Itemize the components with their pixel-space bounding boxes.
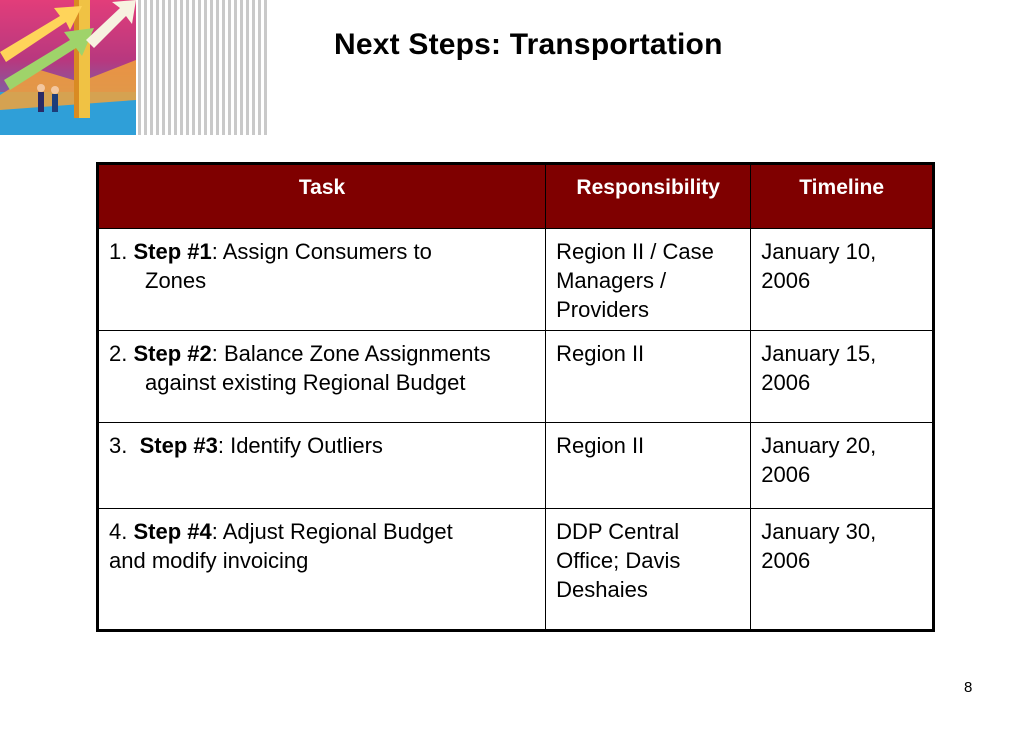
- task-number: 4.: [109, 519, 128, 544]
- timeline-cell: January 10, 2006: [751, 229, 934, 331]
- next-steps-table: [96, 162, 935, 632]
- task-step: Step #2: [133, 341, 212, 366]
- responsibility-cell: Region II: [546, 423, 751, 509]
- table-row: [98, 509, 934, 631]
- header-responsibility: Responsibility: [546, 164, 751, 229]
- timeline-cell: January 30, 2006: [751, 509, 934, 631]
- task-number: 2.: [109, 341, 128, 366]
- responsibility-cell: Region II / Case Managers / Providers: [546, 229, 751, 331]
- task-description-continued: and modify invoicing: [109, 548, 309, 573]
- task-description: : Identify Outliers: [217, 433, 383, 458]
- task-description-continued: Zones: [145, 268, 207, 293]
- table-row: [98, 423, 934, 509]
- task-description: : Assign Consumers to: [211, 239, 432, 264]
- task-step: Step #3: [139, 433, 218, 458]
- task-number: 1.: [109, 239, 128, 264]
- task-description-continued: against existing Regional Budget: [145, 370, 466, 395]
- task-description: : Adjust Regional Budget: [211, 519, 453, 544]
- table-header-row: [98, 164, 934, 229]
- header-task: Task: [98, 164, 546, 229]
- header-timeline: Timeline: [751, 164, 934, 229]
- task-cell: [98, 423, 546, 509]
- task-cell: [98, 331, 546, 423]
- growth-arrows-clipart-icon: [0, 0, 136, 135]
- timeline-cell: January 20, 2006: [751, 423, 934, 509]
- task-cell: [98, 229, 546, 331]
- table-row: [98, 229, 934, 331]
- vertical-stripes-decoration: [138, 0, 270, 135]
- task-description: : Balance Zone Assignments: [211, 341, 491, 366]
- task-number: 3.: [109, 433, 128, 458]
- task-step: Step #1: [133, 239, 212, 264]
- timeline-cell: January 15, 2006: [751, 331, 934, 423]
- table-row: [98, 331, 934, 423]
- slide-title: Next Steps: Transportation: [334, 28, 723, 61]
- page-number: 8: [964, 679, 973, 696]
- responsibility-cell: DDP Central Office; Davis Deshaies: [546, 509, 751, 631]
- task-step: Step #4: [133, 519, 212, 544]
- responsibility-cell: Region II: [546, 331, 751, 423]
- task-cell: [98, 509, 546, 631]
